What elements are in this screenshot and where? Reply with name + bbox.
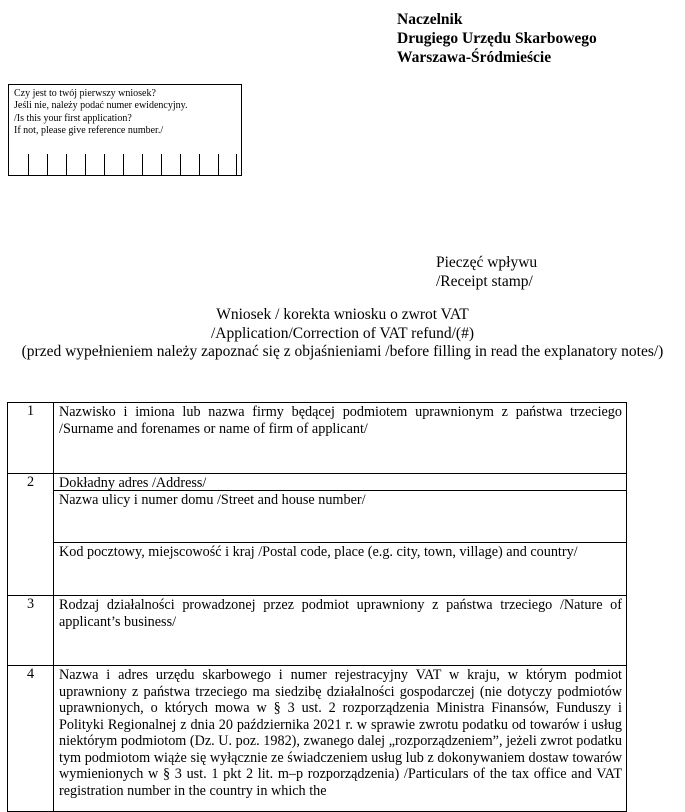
title-line-2: /Application/Correction of VAT refund/(#): [210, 324, 475, 342]
section-number: 4: [8, 666, 54, 812]
title-line-1: Wniosek / korekta wniosku o zwrot VAT: [216, 306, 469, 323]
reference-digit-cell[interactable]: [66, 154, 85, 176]
section-3-label: Rodzaj działalności prowadzonej przez podmiot uprawniony z państwa trzeciego /Nature of applicant’s business/: [59, 597, 622, 630]
reference-digit-cell[interactable]: [161, 154, 180, 176]
address-heading-row: [54, 474, 626, 491]
addressee-block: [397, 10, 597, 67]
title-line-3: (przed wypełnieniem należy zapoznać się z objaśnieniami /before filling in read the explanatory notes/): [21, 343, 664, 360]
reference-number-box: [8, 84, 242, 176]
receipt-stamp-area: [436, 253, 537, 291]
section-number: 2: [8, 474, 54, 596]
application-form-table: [7, 402, 627, 812]
document-title: [10, 306, 675, 362]
section-2-field: [54, 474, 627, 596]
addressee-line-1: Naczelnik: [397, 11, 463, 28]
reference-digit-cell[interactable]: [180, 154, 199, 176]
section-4-field[interactable]: [54, 666, 627, 812]
reference-digit-cell[interactable]: [123, 154, 142, 176]
section-number: 1: [8, 403, 54, 474]
reference-number-cells[interactable]: [28, 154, 238, 176]
section-4-label: Nazwa i adres urzędu skarbowego i numer rejestracyjny VAT w kraju, w którym podmiot uprawniony z państwa trzeciego ma siedzibę działalności gospodarczej (nie dotyczy podmiotów uprawnionych, o których mowa w § 3 ust. 2 rozporządzenia Ministra Finansów, Funduszy i Polityki Regionalnej z dnia 20 października 2021 r. w sprawie zwrotu podatku od towarów i usług niektórym podmiotom (Dz. U. poz. 1982), zwanego dalej „rozporządzeniem”, jeżeli zwrot podatku tym podmiotom wiąże się wyłącznie ze świadczeniem usług lub z dokonywaniem dostaw towarów wymienionych w § 3 ust. 1 pkt 2 lit. m–p rozporządzenia) /Particulars of the tax office and VAT registration number in the country in which the: [59, 667, 622, 799]
section-1-label: Nazwisko i imiona lub nazwa firmy będącej podmiotem uprawnionym z państwa trzeciego /Surname and forenames or name of firm of applicant/: [59, 404, 622, 437]
reference-box-line-4: If not, please give reference number./: [14, 125, 164, 137]
reference-digit-cell[interactable]: [199, 154, 218, 176]
postal-field[interactable]: [54, 543, 626, 595]
section-1-field[interactable]: [54, 403, 627, 474]
reference-digit-cell[interactable]: [85, 154, 104, 176]
reference-box-line-2: Jeśli nie, należy podać numer ewidencyjny.: [14, 100, 188, 112]
reference-digit-cell[interactable]: [218, 154, 237, 176]
street-label: Nazwa ulicy i numer domu /Street and house number/: [59, 492, 366, 508]
reference-box-instructions: [14, 88, 187, 138]
receipt-stamp-label-pl: Pieczęć wpływu: [436, 254, 538, 271]
reference-digit-cell[interactable]: [47, 154, 66, 176]
form-section-3: [8, 596, 627, 666]
postal-label: Kod pocztowy, miejscowość i kraj /Postal code, place (e.g. city, town, village) and country/: [59, 544, 578, 560]
reference-digit-cell[interactable]: [28, 154, 47, 176]
reference-box-line-1: Czy jest to twój pierwszy wniosek?: [14, 88, 156, 99]
reference-digit-cell[interactable]: [104, 154, 123, 176]
form-section-2: [8, 474, 627, 596]
section-number: 3: [8, 596, 54, 666]
addressee-line-2: Drugiego Urzędu Skarbowego: [397, 30, 597, 47]
reference-digit-cell[interactable]: [142, 154, 161, 176]
addressee-line-3: Warszawa-Śródmieście: [397, 49, 552, 66]
address-heading: Dokładny adres /Address/: [59, 475, 207, 491]
form-section-4: [8, 666, 627, 812]
reference-box-line-3: /Is this your first application?: [14, 112, 132, 124]
section-3-field[interactable]: [54, 596, 627, 666]
street-field[interactable]: [54, 491, 626, 543]
receipt-stamp-label-en: /Receipt stamp/: [436, 273, 533, 290]
form-section-1: [8, 403, 627, 474]
